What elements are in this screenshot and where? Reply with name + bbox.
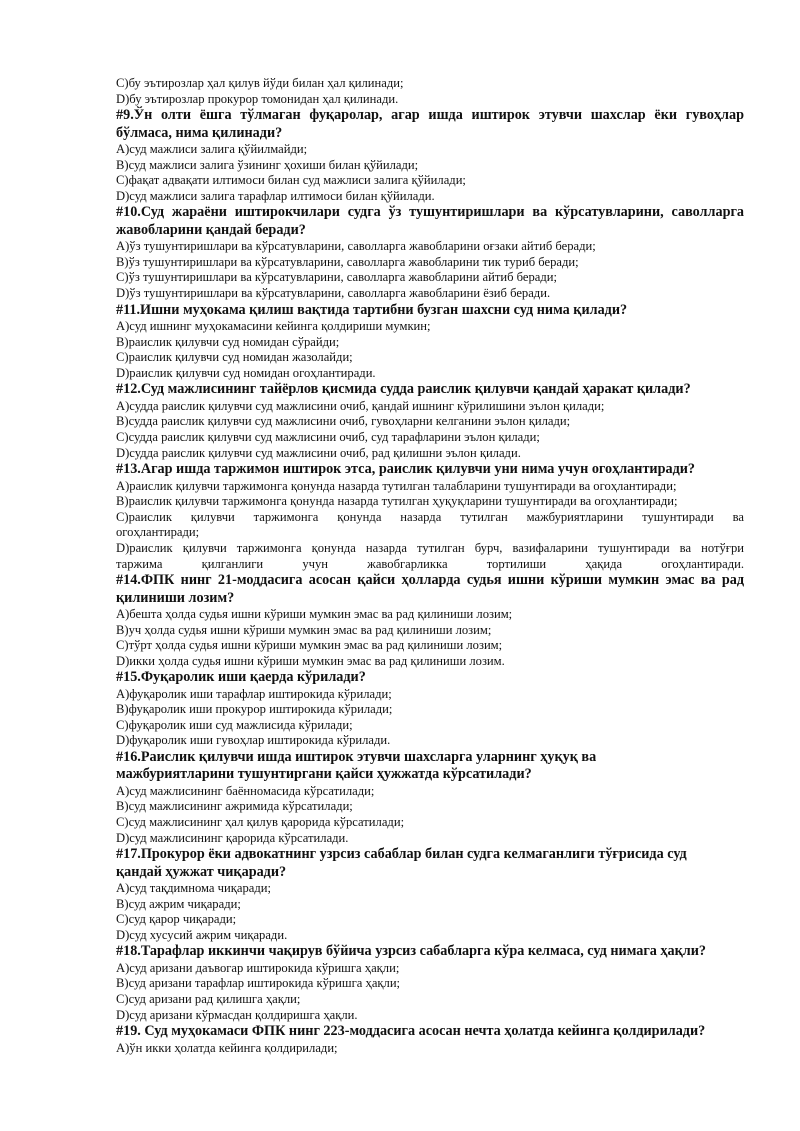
answer-line: таржима қилганлиги учун жавобгарликка тортилиши ҳақида огоҳлантиради. (116, 556, 744, 571)
answer-line: C)фуқаролик иши суд мажлисида кўрилади; (116, 717, 353, 732)
answer-line: B)суд аризани тарафлар иштирокида кўришга ҳақли; (116, 976, 401, 991)
answer-line: A)раислик қилувчи таржимонга қонунда назарда тутилган талабларини тушунтиради ва огоҳлантиради; (116, 478, 677, 493)
answer-line: C)фақат адвақати илтимоси билан суд мажлиси залига қўйилади; (116, 173, 466, 188)
question-line: жавобларини қандай беради? (116, 221, 306, 238)
question-line: #9.Ўн олти ёшга тўлмаган фуқаролар, агар ишда иштирок этувчи шахслар ёки гувоҳлар (116, 107, 744, 124)
answer-line: C)бу эътирозлар ҳал қилув йўди билан ҳал қилинади; (116, 76, 404, 90)
answer-line: C)суд аризани рад қилишга ҳақли; (116, 992, 301, 1007)
answer-line: огоҳлантиради; (116, 525, 200, 540)
answer-line: A)бешта ҳолда судья ишни кўриши мумкин эмас ва рад қилиниши лозим; (116, 606, 513, 621)
question-line: #19. Суд муҳокамаси ФПК нинг 223-моддасига асосан нечта ҳолатда кейинга қолдирилади? (116, 1023, 706, 1040)
answer-line: B)раислик қилувчи таржимонга қонунда назарда тутилган ҳуқуқларини тушунтиради ва огоҳлантиради; (116, 494, 678, 509)
question-line: #16.Раислик қилувчи ишда иштирок этувчи шахсларга уларнинг ҳуқуқ ва (116, 749, 597, 766)
answer-line: C)суд мажлисининг ҳал қилув қарорида кўрсатилади; (116, 815, 405, 830)
question-line: бўлмаса, нима қилинади? (116, 124, 283, 141)
answer-line: C)суд қарор чиқаради; (116, 912, 237, 927)
question-line: #13.Агар ишда таржимон иштирок этса, раислик қилувчи уни нима учун огоҳлантиради? (116, 461, 696, 478)
answer-line: A)суд мажлиси залига қўйилмайди; (116, 142, 308, 156)
answer-line: B)суд ажрим чиқаради; (116, 896, 241, 911)
answer-line: A)суд тақдимнома чиқаради; (116, 881, 271, 896)
answer-line: B)раислик қилувчи суд номидан сўрайди; (116, 334, 340, 349)
answer-line: B)суд мажлисининг ажримида кўрсатилади; (116, 799, 353, 814)
answer-line: D)икки ҳолда судья ишни кўриши мумкин эмас ва рад қилиниши лозим. (116, 653, 505, 668)
answer-line: D)раислик қилувчи таржимонга қонунда назарда тутилган бурч, вазифаларини тушунтиради ва нотўғри (116, 540, 744, 555)
question-line: мажбуриятларини тушунтиргани қайси ҳужжатда кўрсатилади? (116, 766, 532, 783)
answer-line: C)раислик қилувчи суд номидан жазолайди; (116, 350, 353, 365)
question-line: қандай ҳужжат чиқаради? (116, 863, 287, 880)
question-line: #17.Прокурор ёки адвокатнинг узрсиз сабаблар билан судга келмаганлиги тўғрисида суд (116, 846, 687, 863)
answer-line: D)фуқаролик иши гувоҳлар иштирокида кўрилади. (116, 733, 391, 748)
answer-line: B)ўз тушунтиришлари ва кўрсатувларини, саволларга жавобларини тик туриб беради; (116, 254, 579, 269)
answer-line: D)ўз тушунтиришлари ва кўрсатувларини, саволларга жавобларини ёзиб беради. (116, 285, 551, 300)
answer-line: A)ўн икки ҳолатда кейинга қолдирилади; (116, 1040, 338, 1055)
answer-line: D)суд хусусий ажрим чиқаради. (116, 927, 288, 942)
answer-line: D)судда раислик қилувчи суд мажлисини очиб, рад қилишни эълон қилади. (116, 445, 521, 460)
question-line: #12.Суд мажлисининг тайёрлов қисмида судда раислик қилувчи қандай ҳаракат қилади? (116, 381, 691, 398)
question-line: #10.Суд жараёни иштирокчилари судга ўз тушунтиришлари ва кўрсатувларини, саволларга (116, 204, 744, 221)
answer-line: C)тўрт ҳолда судья ишни кўриши мумкин эмас ва рад қилиниши лозим; (116, 638, 503, 653)
answer-line: D)суд аризани кўрмасдан қолдиришга ҳақли. (116, 1007, 358, 1022)
answer-line: C)ўз тушунтиришлари ва кўрсатувларини, саволларга жавобларини айтиб беради; (116, 270, 558, 285)
answer-line: B)фуқаролик иши прокурор иштирокида кўрилади; (116, 702, 393, 717)
question-line: #18.Тарафлар иккинчи чақирув бўйича узрсиз сабабларга кўра келмаса, суд нимага ҳақли? (116, 943, 707, 960)
question-line: #11.Ишни муҳокама қилиш вақтида тартибни бузган шахсни суд нима қилади? (116, 301, 628, 318)
answer-line: C)судда раислик қилувчи суд мажлисини очиб, суд тарафларини эълон қилади; (116, 429, 540, 444)
answer-line: A)суд мажлисининг баённомасида кўрсатилади; (116, 783, 375, 798)
answer-line: B)суд мажлиси залига ўзининг ҳохиши билан қўйилади; (116, 157, 419, 172)
answer-line: D)суд мажлисининг қарорида кўрсатилади. (116, 830, 349, 845)
answer-line: D)бу эътирозлар прокурор томонидан ҳал қилинади. (116, 91, 399, 106)
answer-line: B)уч ҳолда судья ишни кўриши мумкин эмас ва рад қилиниши лозим; (116, 622, 492, 637)
answer-line: A)фуқаролик иши тарафлар иштирокида кўрилади; (116, 686, 392, 701)
question-line: #14.ФПК нинг 21-моддасига асосан қайси ҳолларда судья ишни кўриши мумкин эмас ва рад (116, 572, 744, 589)
answer-line: D)раислик қилувчи суд номидан огоҳлантиради. (116, 365, 376, 380)
document-page (116, 76, 744, 1056)
question-line: қилиниши лозим? (116, 589, 235, 606)
answer-line: B)судда раислик қилувчи суд мажлисини очиб, гувоҳларни келганини эълон қилади; (116, 414, 571, 429)
answer-line: D)суд мажлиси залига тарафлар илтимоси билан қўйилади. (116, 188, 435, 203)
answer-line: A)судда раислик қилувчи суд мажлисини очиб, қандай ишнинг кўрилишини эълон қилади; (116, 398, 605, 413)
answer-line: A)суд ишнинг муҳокамасини кейинга қолдириши мумкин; (116, 318, 431, 333)
question-line: #15.Фуқаролик иши қаерда кўрилади? (116, 669, 366, 686)
answer-line: C)раислик қилувчи таржимонга қонунда назарда тутилган мажбуриятларини тушунтиради ва (116, 509, 744, 524)
answer-line: A)ўз тушунтиришлари ва кўрсатувларини, саволларга жавобларини оғзаки айтиб беради; (116, 239, 596, 254)
answer-line: A)суд аризани даъвогар иштирокида кўришга ҳақли; (116, 960, 400, 975)
